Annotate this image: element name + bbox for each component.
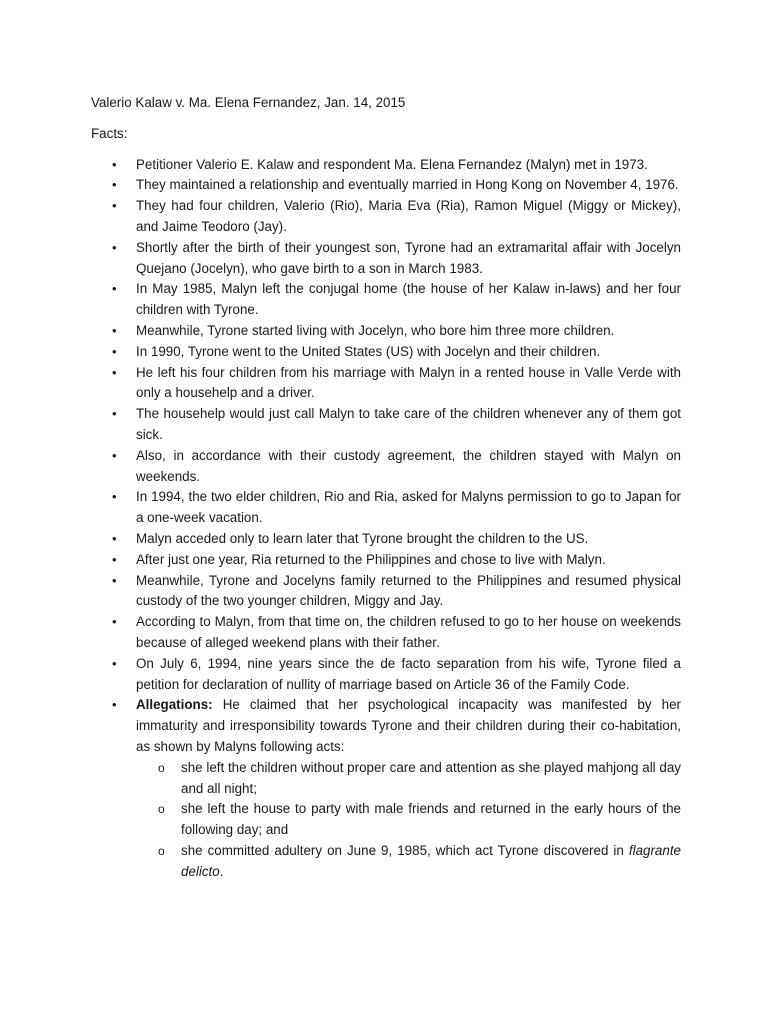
italic-term: flagrante delicto [181, 842, 681, 879]
list-item-text: On July 6, 1994, nine years since the de facto separation from his wife, Tyrone filed a petition for declaration of nullity of marriage based on Article 36 of the Family Code. [136, 655, 681, 692]
circle-bullet-icon: o [158, 843, 165, 858]
list-item [91, 446, 681, 488]
list-item-text: In May 1985, Malyn left the conjugal home (the house of her Kalaw in-laws) and her four children with Tyrone. [136, 281, 681, 318]
list-item-text: After just one year, Ria returned to the Philippines and chose to live with Malyn. [136, 551, 606, 567]
bullet-icon: • [112, 281, 117, 297]
bullet-icon: • [112, 343, 117, 359]
list-item [91, 529, 681, 550]
list-item-text: They maintained a relationship and eventually married in Hong Kong on November 4, 1976. [136, 177, 679, 193]
bullet-icon: • [112, 572, 117, 588]
bullet-icon: • [112, 239, 117, 255]
list-item [91, 342, 681, 363]
bullet-icon: • [112, 156, 117, 172]
bullet-icon: • [112, 697, 117, 713]
bullet-icon: • [112, 655, 117, 671]
list-item [91, 404, 681, 446]
sub-list-item [136, 758, 681, 800]
case-title: Valerio Kalaw v. Ma. Elena Fernandez, Jan. 14, 2015 [91, 95, 406, 110]
bullet-icon: • [112, 447, 117, 463]
sub-list-item-suffix: . [219, 863, 224, 879]
list-item [91, 155, 681, 176]
bullet-icon: • [112, 198, 117, 214]
list-item-text: Malyn acceded only to learn later that Tyrone brought the children to the US. [136, 530, 589, 546]
list-item-text: The househelp would just call Malyn to take care of the children whenever any of them got sick. [136, 406, 681, 442]
list-item-text: Petitioner Valerio E. Kalaw and respondent Ma. Elena Fernandez (Malyn) met in 1973. [136, 156, 648, 172]
bullet-icon: • [112, 406, 117, 422]
allegations-item [91, 695, 681, 882]
list-item [91, 571, 681, 613]
list-item-text: According to Malyn, from that time on, the children refused to go to her house on weekends because of alleged weekend plans with their father. [136, 614, 681, 650]
sub-list-item-text: she left the children without proper care and attention as she played mahjong all day and all night; [181, 759, 681, 796]
list-item-text: Shortly after the birth of their youngest son, Tyrone had an extramarital affair with Jocelyn Quejano (Jocelyn), who gave birth to a son in March 1983. [136, 239, 681, 276]
list-item [91, 550, 681, 571]
list-item-text: He left his four children from his marriage with Malyn in a rented house in Valle Verde with only a househelp and a driver. [136, 364, 681, 401]
facts-list [91, 155, 681, 883]
list-item [91, 654, 681, 696]
sub-list-item-text: she left the house to party with male friends and returned in the early hours of the following day; and [181, 801, 681, 838]
allegations-label: Allegations: [136, 697, 213, 713]
bullet-icon: • [112, 364, 117, 380]
bullet-icon: • [112, 322, 117, 338]
bullet-icon: • [112, 177, 117, 193]
bullet-icon: • [112, 530, 117, 546]
list-item-text: In 1990, Tyrone went to the United States (US) with Jocelyn and their children. [136, 343, 601, 359]
list-item [91, 487, 681, 529]
list-item [91, 363, 681, 405]
bullet-icon: • [112, 489, 117, 505]
list-item [91, 321, 681, 342]
list-item [91, 196, 681, 238]
allegations-text: He claimed that her psychological incapacity was manifested by her immaturity and irresponsibility towards Tyrone and their children during their co-habitation, as shown by Malyns following acts: [136, 697, 681, 754]
list-item-text: Meanwhile, Tyrone and Jocelyns family returned to the Philippines and resumed physical custody of the two younger children, Miggy and Jay. [136, 572, 681, 609]
circle-bullet-icon: o [158, 802, 165, 817]
list-item [91, 612, 681, 654]
sub-list-item-text: she committed adultery on June 9, 1985, which act Tyrone discovered in [181, 842, 629, 858]
sub-list-item [136, 841, 681, 883]
list-item-text: Meanwhile, Tyrone started living with Jocelyn, who bore him three more children. [136, 322, 615, 338]
list-item-text: They had four children, Valerio (Rio), Maria Eva (Ria), Ramon Miguel (Miggy or Mickey), and Jaime Teodoro (Jay). [136, 198, 681, 234]
allegations-sublist [136, 758, 681, 883]
list-item-text: In 1994, the two elder children, Rio and Ria, asked for Malyns permission to go to Japan for a one-week vacation. [136, 489, 681, 526]
document-page [91, 93, 681, 882]
circle-bullet-icon: o [158, 760, 165, 775]
bullet-icon: • [112, 614, 117, 630]
list-item-text: Also, in accordance with their custody agreement, the children stayed with Malyn on weekends. [136, 447, 681, 484]
sub-list-item [136, 799, 681, 841]
list-item [91, 238, 681, 280]
facts-heading: Facts: [91, 125, 128, 141]
list-item [91, 279, 681, 321]
bullet-icon: • [112, 551, 117, 567]
list-item [91, 175, 681, 196]
